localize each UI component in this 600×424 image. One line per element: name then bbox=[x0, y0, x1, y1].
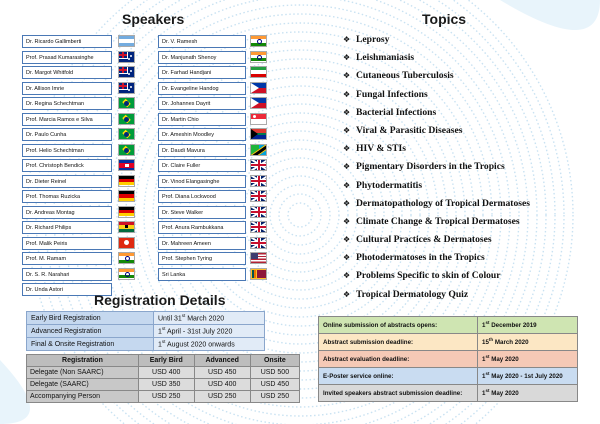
india-flag-icon bbox=[250, 35, 267, 47]
fees-cell: USD 400 bbox=[138, 367, 194, 379]
registration-period-date bbox=[154, 338, 265, 351]
topic-item bbox=[343, 252, 530, 270]
topic-item bbox=[343, 198, 530, 216]
topic-label: Tropical Dermatology Quiz bbox=[356, 288, 469, 300]
topic-item bbox=[343, 125, 530, 143]
diamond-bullet-icon: ❖ bbox=[343, 35, 351, 44]
australia-flag-icon bbox=[118, 66, 135, 78]
speaker-name: Prof. Thomas Ruzicka bbox=[22, 190, 112, 203]
important-dates-table bbox=[318, 316, 578, 402]
important-date-row bbox=[319, 351, 578, 368]
date-part: 1 bbox=[482, 322, 486, 330]
important-date-value bbox=[478, 368, 578, 385]
diamond-bullet-icon: ❖ bbox=[343, 107, 351, 117]
date-suffix: st bbox=[485, 354, 490, 360]
speaker-name: Prof. Marcia Ramos e Silva bbox=[22, 113, 112, 126]
speaker-name: Dr. Paulo Cunha bbox=[22, 128, 112, 141]
germany-flag-icon bbox=[118, 190, 135, 202]
fees-cell: USD 450 bbox=[250, 379, 299, 391]
date-suffix: st bbox=[485, 371, 490, 377]
argentina-flag-icon bbox=[118, 35, 135, 47]
important-date-row bbox=[319, 385, 578, 402]
registration-period-label: Final & Onsite Registration bbox=[27, 338, 154, 351]
registration-period-row bbox=[27, 338, 265, 351]
speaker-name: Prof. Diana Lockwood bbox=[158, 190, 246, 203]
important-date-row bbox=[319, 334, 578, 351]
diamond-bullet-icon: ❖ bbox=[343, 271, 351, 281]
registration-period-row bbox=[27, 325, 265, 338]
fees-header-cell: Advanced bbox=[194, 355, 250, 367]
fees-cell: Delegate (SAARC) bbox=[27, 379, 139, 391]
speaker-name: Prof. Christoph Bendick bbox=[22, 159, 112, 172]
topic-label: HIV & STIs bbox=[356, 143, 406, 155]
registration-period-date bbox=[154, 312, 265, 325]
date-part: 1 bbox=[158, 328, 162, 336]
important-date-value bbox=[478, 334, 578, 351]
diamond-bullet-icon: ❖ bbox=[343, 235, 351, 245]
topic-label: Phytodermatitis bbox=[356, 179, 423, 191]
uk-flag-icon bbox=[250, 237, 267, 249]
speaker-name: Dr. Regina Schechtman bbox=[22, 97, 112, 110]
topics-list bbox=[343, 34, 530, 307]
speaker-name: Prof. Anura Rambukkana bbox=[158, 221, 246, 234]
topic-item bbox=[343, 161, 530, 179]
uk-flag-icon bbox=[250, 221, 267, 233]
fees-cell: Delegate (Non SAARC) bbox=[27, 367, 139, 379]
registration-period-date bbox=[154, 325, 265, 338]
topic-item bbox=[343, 180, 530, 198]
fees-cell: USD 450 bbox=[194, 367, 250, 379]
speaker-name: Dr. Steve Walker bbox=[158, 206, 246, 219]
speaker-name: Dr. Dieter Reinel bbox=[22, 175, 112, 188]
fees-cell: USD 250 bbox=[250, 391, 299, 403]
important-date-label: Online submission of abstracts opens: bbox=[319, 317, 478, 334]
fees-cell: Accompanying Person bbox=[27, 391, 139, 403]
usa-flag-icon bbox=[250, 252, 267, 264]
fees-row bbox=[27, 367, 300, 379]
registration-title: Registration Details bbox=[94, 292, 226, 308]
speaker-name: Dr. Evangeline Handog bbox=[158, 82, 246, 95]
speaker-name: Dr. Mahreen Ameen bbox=[158, 237, 246, 250]
speakers-title: Speakers bbox=[122, 11, 185, 27]
speaker-name: Dr. Unda Astori bbox=[22, 283, 112, 296]
diamond-bullet-icon: ❖ bbox=[343, 198, 351, 208]
fees-row bbox=[27, 391, 300, 403]
tanzania-flag-icon bbox=[250, 144, 267, 156]
date-part: 1 bbox=[482, 373, 486, 381]
topic-label: Dermatopathology of Tropical Dermatoses bbox=[356, 197, 530, 209]
speaker-name: Dr. Johannes Dayrit bbox=[158, 97, 246, 110]
uk-flag-icon bbox=[250, 206, 267, 218]
speaker-name: Prof. M. Ramam bbox=[22, 252, 112, 265]
topic-label: Fungal Infections bbox=[356, 88, 428, 100]
important-date-label: E-Poster service online: bbox=[319, 368, 478, 385]
registration-fees-table bbox=[26, 354, 300, 403]
speaker-name: Prof. Prasad Kumarasinghe bbox=[22, 51, 112, 64]
speaker-name: Dr. Ameshin Moodley bbox=[158, 128, 246, 141]
hongkong-flag-icon bbox=[118, 237, 135, 249]
germany-flag-icon bbox=[118, 206, 135, 218]
registration-period-row bbox=[27, 312, 265, 325]
philippines-flag-icon bbox=[250, 82, 267, 94]
fees-header-cell: Registration bbox=[27, 355, 139, 367]
date-part: 1 bbox=[158, 341, 162, 349]
cambodia-flag-icon bbox=[118, 159, 135, 171]
topic-label: Leishmaniasis bbox=[356, 52, 415, 64]
srilanka-flag-icon bbox=[250, 268, 267, 280]
registration-period-label: Early Bird Registration bbox=[27, 312, 154, 325]
topic-label: Leprosy bbox=[356, 34, 390, 45]
important-date-row bbox=[319, 368, 578, 385]
date-rest: April - 31st July 2020 bbox=[165, 328, 233, 336]
registration-period-label: Advanced Registration bbox=[27, 325, 154, 338]
date-rest: May 2020 - 1st July 2020 bbox=[489, 373, 563, 381]
date-part: 1 bbox=[482, 356, 486, 364]
important-date-row bbox=[319, 317, 578, 334]
topic-label: Pigmentary Disorders in the Tropics bbox=[356, 161, 505, 173]
topic-label: Climate Change & Tropical Dermatoses bbox=[356, 215, 520, 227]
diamond-bullet-icon: ❖ bbox=[343, 125, 351, 135]
speaker-name: Dr. Richard Philips bbox=[22, 221, 112, 234]
speaker-name: Dr. Claire Fuller bbox=[158, 159, 246, 172]
brazil-flag-icon bbox=[118, 128, 135, 140]
topic-item bbox=[343, 70, 530, 88]
date-suffix: st bbox=[161, 339, 166, 345]
registration-periods-table bbox=[26, 311, 265, 351]
important-date-label: Abstract evaluation deadline: bbox=[319, 351, 478, 368]
iran-flag-icon bbox=[250, 66, 267, 78]
brazil-flag-icon bbox=[118, 113, 135, 125]
fees-cell: USD 350 bbox=[138, 379, 194, 391]
topic-label: Viral & Parasitic Diseases bbox=[356, 124, 463, 136]
speaker-name: Dr. Daudi Mavura bbox=[158, 144, 246, 157]
diamond-bullet-icon: ❖ bbox=[343, 71, 351, 81]
speaker-name: Dr. Allison Imrie bbox=[22, 82, 112, 95]
date-part: Until 31 bbox=[158, 315, 182, 323]
diamond-bullet-icon: ❖ bbox=[343, 53, 351, 63]
important-date-value bbox=[478, 385, 578, 402]
india-flag-icon bbox=[118, 268, 135, 280]
ghana-flag-icon bbox=[118, 221, 135, 233]
speaker-name: Prof. Helio Schechtman bbox=[22, 144, 112, 157]
topic-item bbox=[343, 216, 530, 234]
diamond-bullet-icon: ❖ bbox=[343, 216, 351, 226]
india-flag-icon bbox=[118, 252, 135, 264]
speaker-name: Dr. Vinod Elangasinghe bbox=[158, 175, 246, 188]
important-date-value bbox=[478, 317, 578, 334]
fees-cell: USD 400 bbox=[194, 379, 250, 391]
topic-label: Photodermatoses in the Tropics bbox=[356, 252, 485, 264]
speaker-name: Dr. Andreas Montag bbox=[22, 206, 112, 219]
date-rest: March 2020 bbox=[493, 339, 529, 347]
diamond-bullet-icon: ❖ bbox=[343, 89, 351, 99]
date-part: 1 bbox=[482, 390, 486, 398]
brazil-flag-icon bbox=[118, 97, 135, 109]
date-rest: May 2020 bbox=[489, 356, 519, 364]
topic-label: Cutaneous Tuberculosis bbox=[356, 70, 454, 82]
uk-flag-icon bbox=[250, 190, 267, 202]
diamond-bullet-icon: ❖ bbox=[343, 162, 351, 172]
date-part: 15 bbox=[482, 339, 489, 347]
fees-header-row bbox=[27, 355, 300, 367]
fees-cell: USD 250 bbox=[138, 391, 194, 403]
date-rest: December 2019 bbox=[489, 322, 537, 330]
topic-label: Bacterial Infections bbox=[356, 106, 437, 118]
speaker-name: Prof. Malik Peiris bbox=[22, 237, 112, 250]
topic-item bbox=[343, 52, 530, 70]
fees-cell: USD 250 bbox=[194, 391, 250, 403]
speaker-name: Sri Lanka bbox=[158, 268, 246, 281]
topic-item bbox=[343, 270, 530, 288]
diamond-bullet-icon: ❖ bbox=[343, 289, 351, 299]
australia-flag-icon bbox=[118, 51, 135, 63]
speaker-name: Dr. Margot Whitfold bbox=[22, 66, 112, 79]
uk-flag-icon bbox=[250, 159, 267, 171]
topic-item bbox=[343, 89, 530, 107]
speaker-name: Dr. Martin Chio bbox=[158, 113, 246, 126]
topic-label: Cultural Practices & Dermatoses bbox=[356, 234, 492, 246]
date-suffix: st bbox=[485, 388, 490, 394]
topic-label: Problems Specific to skin of Colour bbox=[356, 270, 501, 282]
uk-flag-icon bbox=[250, 175, 267, 187]
germany-flag-icon bbox=[118, 175, 135, 187]
speaker-name: Dr. V. Ramesh bbox=[158, 35, 246, 48]
topic-item bbox=[343, 34, 530, 52]
diamond-bullet-icon: ❖ bbox=[343, 253, 351, 263]
speaker-name: Dr. Farhad Handjani bbox=[158, 66, 246, 79]
topic-item bbox=[343, 143, 530, 161]
important-date-value bbox=[478, 351, 578, 368]
date-rest: March 2020 bbox=[185, 315, 225, 323]
speaker-name: Dr. S. R. Narahari bbox=[22, 268, 112, 281]
fees-cell: USD 500 bbox=[250, 367, 299, 379]
india-flag-icon bbox=[250, 51, 267, 63]
diamond-bullet-icon: ❖ bbox=[343, 144, 351, 154]
speaker-name: Prof. Stephen Tyring bbox=[158, 252, 246, 265]
topic-item bbox=[343, 234, 530, 252]
date-suffix: st bbox=[485, 320, 490, 326]
fees-header-cell: Early Bird bbox=[138, 355, 194, 367]
date-suffix: st bbox=[181, 313, 186, 319]
australia-flag-icon bbox=[118, 82, 135, 94]
topic-item bbox=[343, 289, 530, 307]
brazil-flag-icon bbox=[118, 144, 135, 156]
diamond-bullet-icon: ❖ bbox=[343, 180, 351, 190]
important-date-label: Invited speakers abstract submission deadline: bbox=[319, 385, 478, 402]
philippines-flag-icon bbox=[250, 97, 267, 109]
date-suffix: th bbox=[488, 337, 494, 343]
southafrica-flag-icon bbox=[250, 128, 267, 140]
date-suffix: st bbox=[161, 326, 166, 332]
fees-row bbox=[27, 379, 300, 391]
fees-header-cell: Onsite bbox=[250, 355, 299, 367]
date-rest: May 2020 bbox=[489, 390, 519, 398]
singapore-flag-icon bbox=[250, 113, 267, 125]
date-rest: August 2020 onwards bbox=[165, 341, 235, 349]
topic-item bbox=[343, 107, 530, 125]
important-date-label: Abstract submission deadline: bbox=[319, 334, 478, 351]
speaker-name: Dr. Manjunath Shenoy bbox=[158, 51, 246, 64]
topics-title: Topics bbox=[422, 11, 467, 27]
speaker-name: Dr. Ricardo Gallimberti bbox=[22, 35, 112, 48]
